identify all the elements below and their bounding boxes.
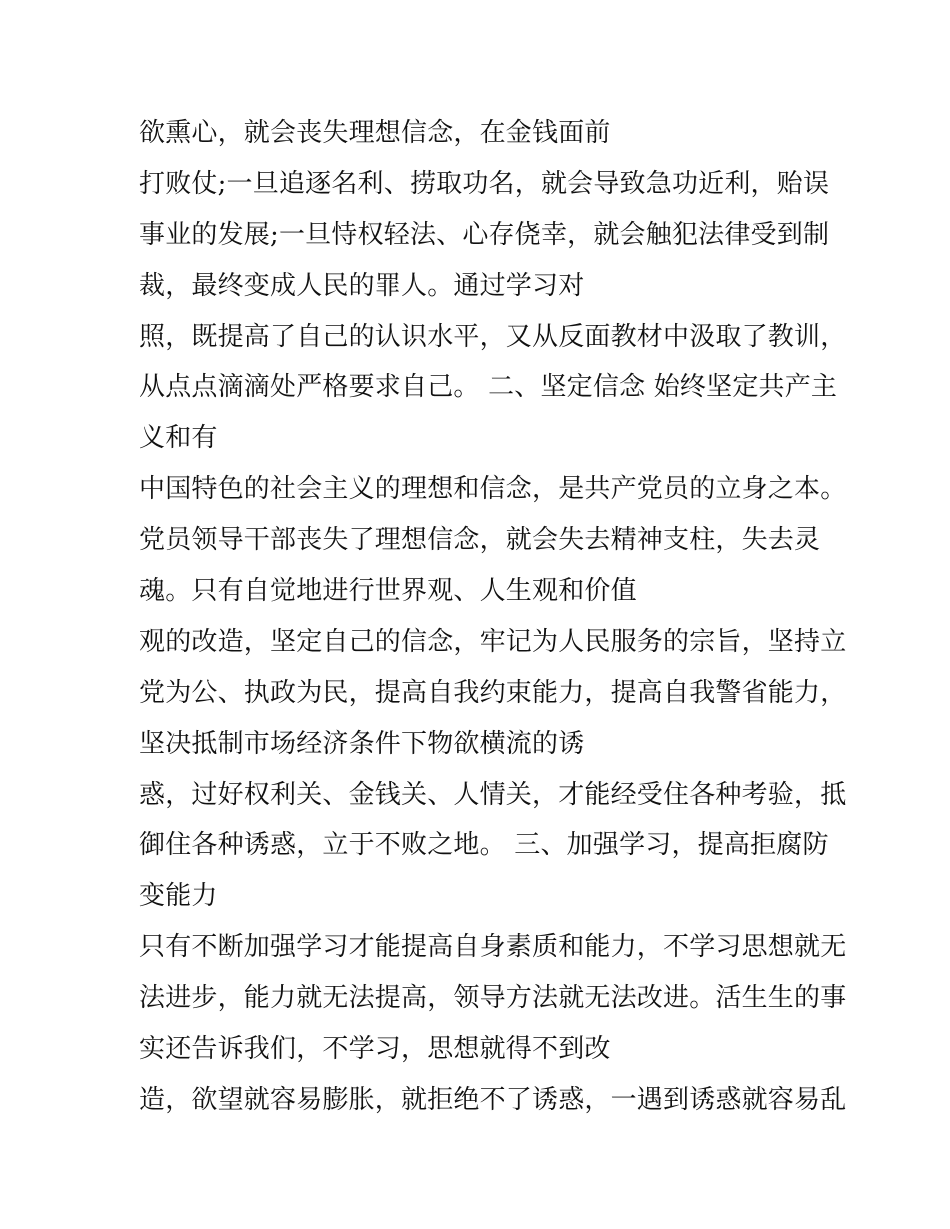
body-text: [139, 108, 847, 1126]
text-line: 义和有: [139, 423, 218, 454]
text-line: 欲熏心，就会丧失理想信念，在金钱面前: [139, 118, 611, 148]
text-line: 从点点滴滴处严格要求自己。 二、坚定信念 始终坚定共产主: [139, 372, 838, 403]
text-line: 中国特色的社会主义的理想和信念，是共产党员的立身之本。: [139, 474, 847, 505]
text-line: 事业的发展;一旦恃权轻法、心存侥幸，就会触犯法律受到制: [139, 219, 830, 250]
text-line: 变能力: [139, 881, 218, 912]
text-line: 实还告诉我们，不学习，思想就得不到改: [139, 1034, 611, 1065]
text-line: 打败仗;一旦追逐名利、捞取功名，就会导致急功近利，贻误: [139, 168, 830, 199]
text-line: 魂。只有自觉地进行世界观、人生观和价值: [139, 576, 637, 607]
text-line: 造，欲望就容易膨胀，就拒绝不了诱惑，一遇到诱惑就容易乱: [139, 1084, 847, 1115]
text-line: 党员领导干部丧失了理想信念，就会失去精神支柱，失去灵: [139, 525, 821, 556]
text-line: 观的改造，坚定自己的信念，牢记为人民服务的宗旨，坚持立: [139, 626, 847, 657]
text-line: 只有不断加强学习才能提高自身素质和能力，不学习思想就无: [139, 932, 847, 963]
text-line: 御住各种诱惑，立于不败之地。 三、加强学习，提高拒腐防: [139, 830, 829, 861]
text-line: 照，既提高了自己的认识水平，又从反面教材中汲取了教训，: [139, 321, 847, 352]
text-line: 党为公、执政为民，提高自我约束能力，提高自我警省能力，: [139, 677, 847, 708]
text-line: 坚决抵制市场经济条件下物欲横流的诱: [139, 728, 585, 759]
text-line: 法进步，能力就无法提高，领导方法就无法改进。活生生的事: [139, 983, 847, 1014]
text-line: 裁，最终变成人民的罪人。通过学习对: [139, 270, 585, 301]
text-line: 惑，过好权利关、金钱关、人情关，才能经受住各种考验，抵: [139, 779, 847, 810]
